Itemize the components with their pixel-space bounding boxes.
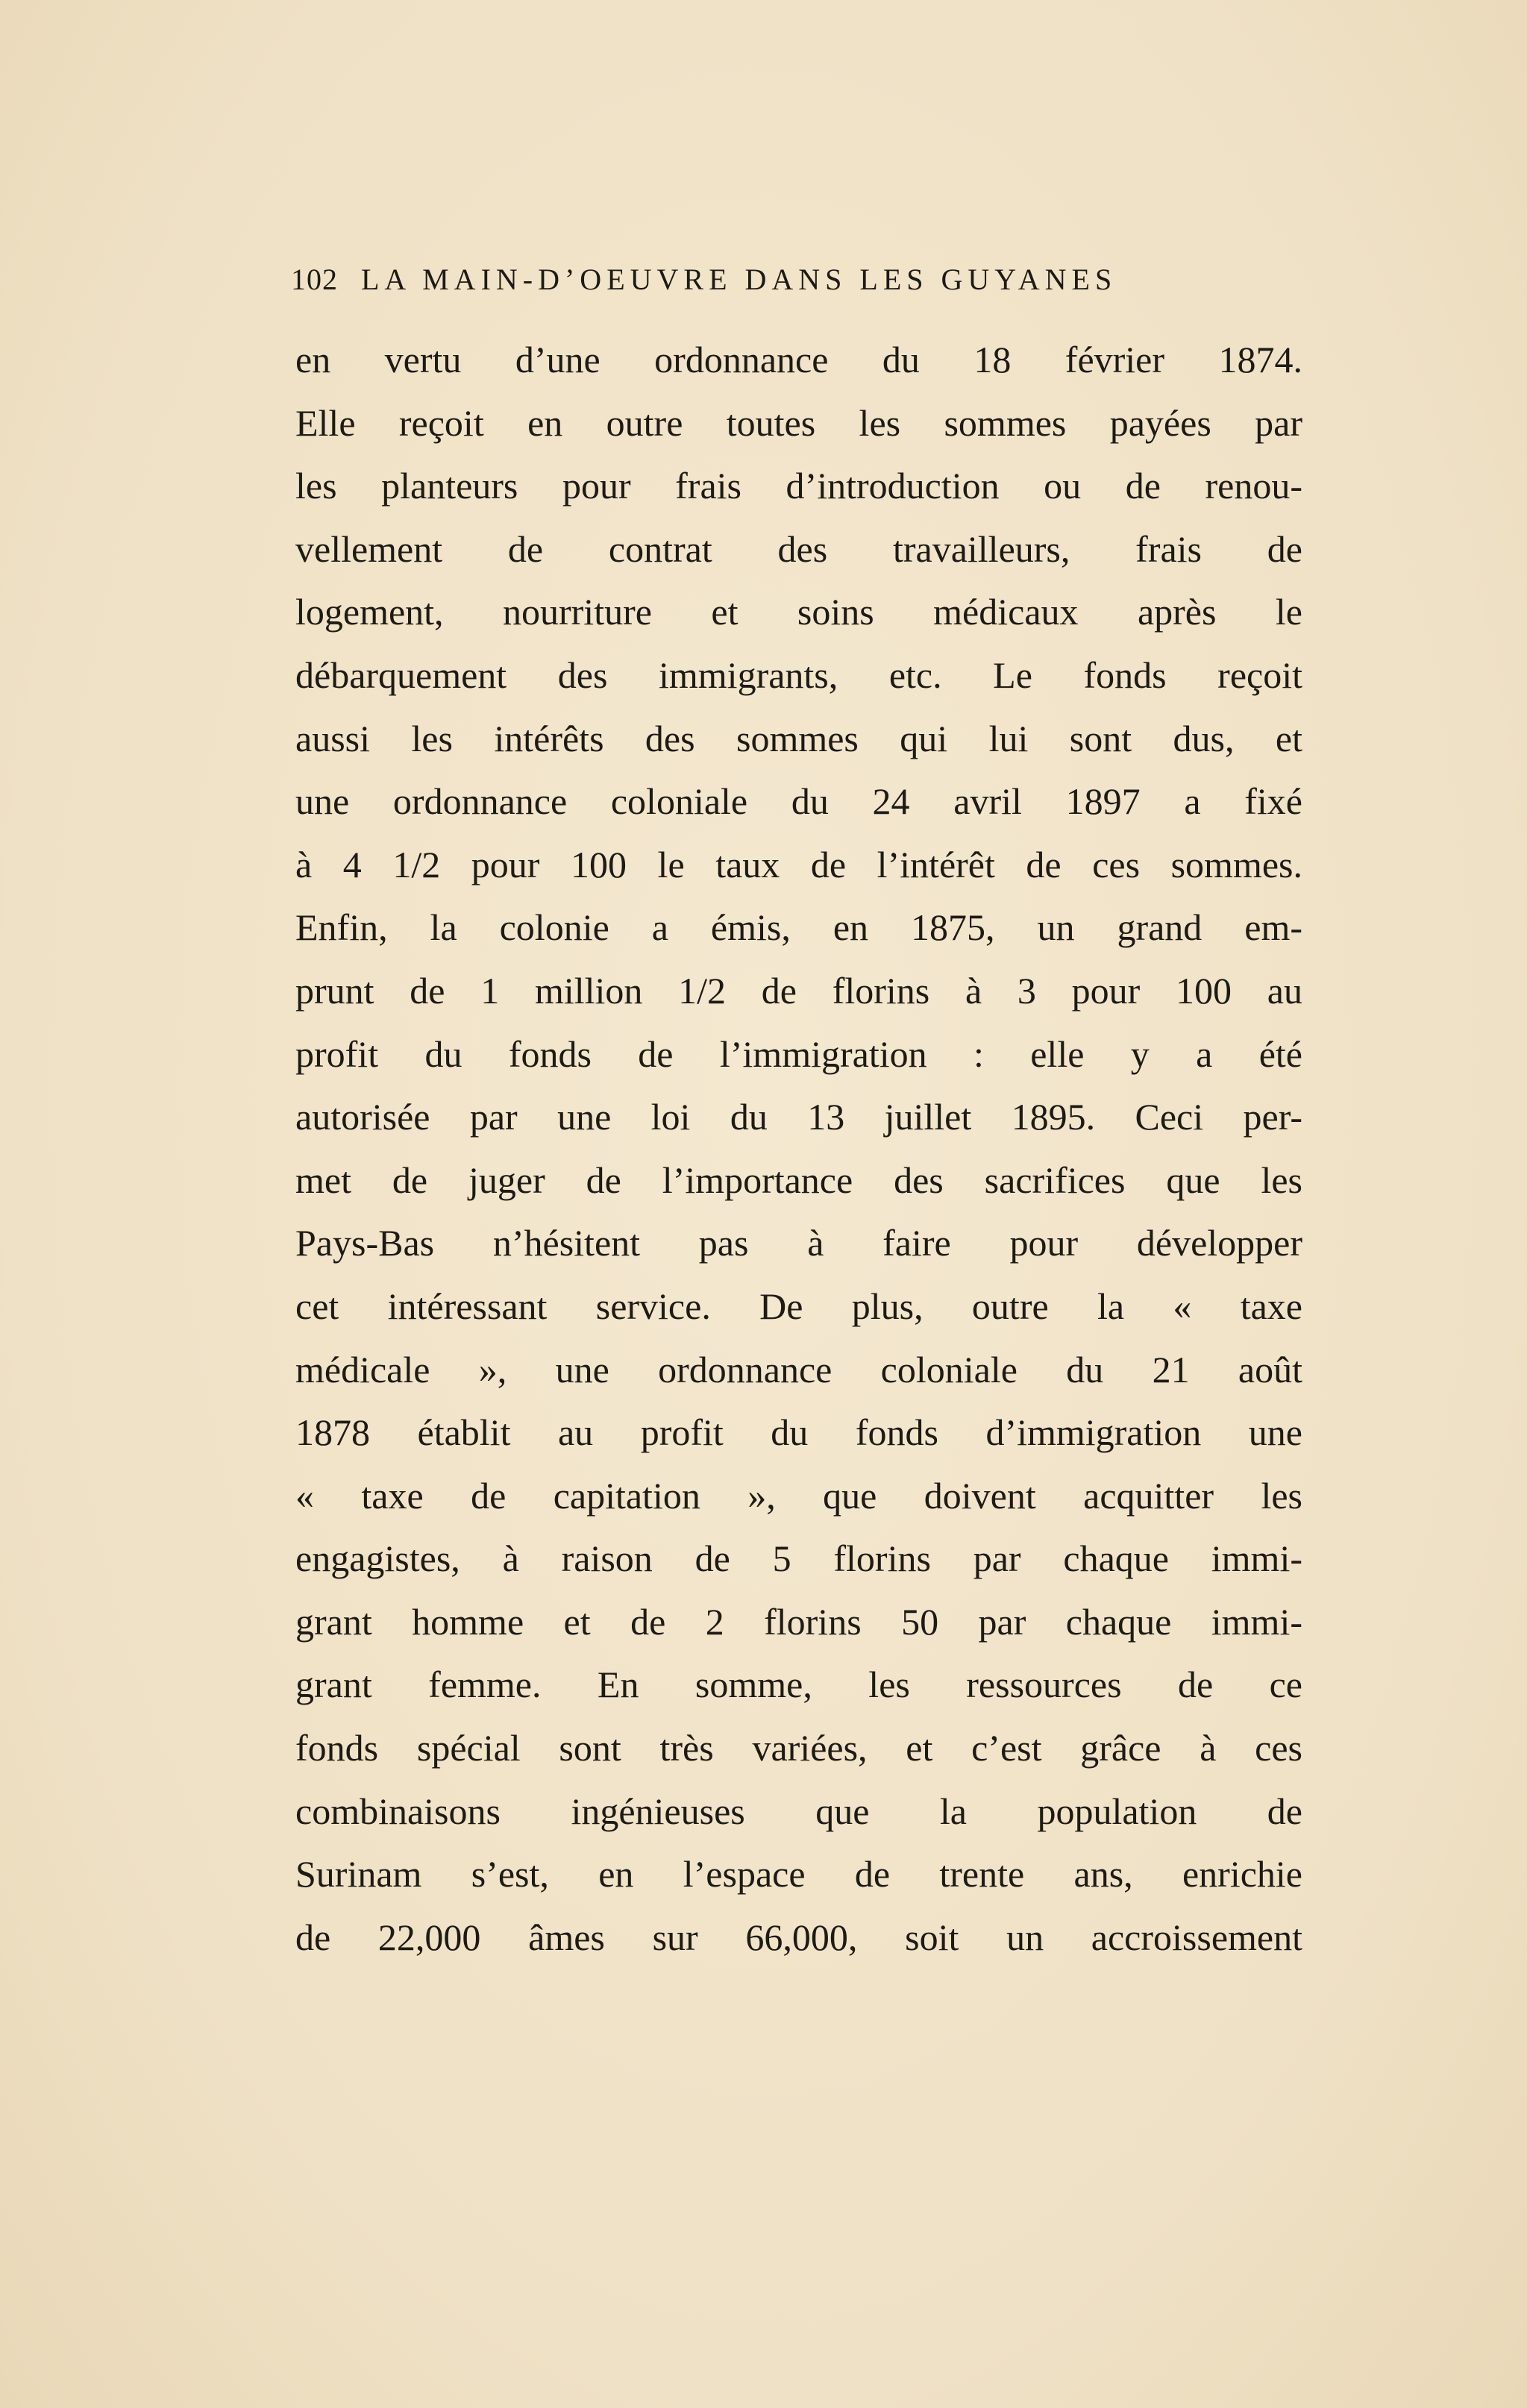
page-number: 102 xyxy=(291,263,338,296)
text-line: prunt de 1 million 1/2 de florins à 3 pour 100 au xyxy=(295,969,1302,1012)
text-line: Enfin, la colonie a émis, en 1875, un grand em- xyxy=(295,906,1302,949)
text-line: à 4 1/2 pour 100 le taux de l’intérêt de ces sommes. xyxy=(295,843,1302,885)
text-line: de 22,000 âmes sur 66,000, soit un accroissement xyxy=(295,1916,1302,1958)
text-line: Elle reçoit en outre toutes les sommes payées par xyxy=(295,401,1302,444)
text-line: cet intéressant service. De plus, outre la « taxe xyxy=(295,1285,1302,1327)
text-line: Surinam s’est, en l’espace de trente ans, enrichie xyxy=(295,1853,1302,1896)
text-line: une ordonnance coloniale du 24 avril 1897 a fixé xyxy=(295,780,1302,823)
running-title: LA MAIN-D’OEUVRE DANS LES GUYANES xyxy=(361,263,1117,296)
text-line: engagistes, à raison de 5 florins par chaque immi- xyxy=(295,1537,1302,1580)
text-line: logement, nourriture et soins médicaux après le xyxy=(295,591,1302,633)
text-line: profit du fonds de l’immigration : elle y a été xyxy=(295,1032,1302,1075)
text-line: en vertu d’une ordonnance du 18 février 1874. xyxy=(295,339,1302,380)
text-line: débarquement des immigrants, etc. Le fonds reçoit xyxy=(295,653,1302,696)
text-line: met de juger de l’importance des sacrifices que les xyxy=(295,1158,1302,1201)
text-line: combinaisons ingénieuses que la population de xyxy=(295,1790,1302,1832)
text-line: aussi les intérêts des sommes qui lui sont dus, et xyxy=(295,717,1302,759)
text-line: fonds spécial sont très variées, et c’est grâce à ces xyxy=(295,1727,1302,1769)
text-line: grant homme et de 2 florins 50 par chaque immi- xyxy=(295,1600,1302,1643)
text-line: grant femme. En somme, les ressources de ce xyxy=(295,1664,1302,1706)
text-line: les planteurs pour frais d’introduction ou de renou- xyxy=(295,465,1302,507)
text-line: « taxe de capitation », que doivent acquitter les xyxy=(295,1474,1302,1517)
text-line: vellement de contrat des travailleurs, frais de xyxy=(295,527,1302,570)
running-header xyxy=(291,261,1276,298)
text-line: 1878 établit au profit du fonds d’immigration une xyxy=(295,1411,1302,1454)
text-line: médicale », une ordonnance coloniale du 21 août xyxy=(295,1348,1302,1390)
text-line: autorisée par une loi du 13 juillet 1895. Ceci per- xyxy=(295,1096,1302,1138)
text-line: Pays-Bas n’hésitent pas à faire pour développer xyxy=(295,1222,1302,1264)
body-text xyxy=(295,328,1302,1969)
